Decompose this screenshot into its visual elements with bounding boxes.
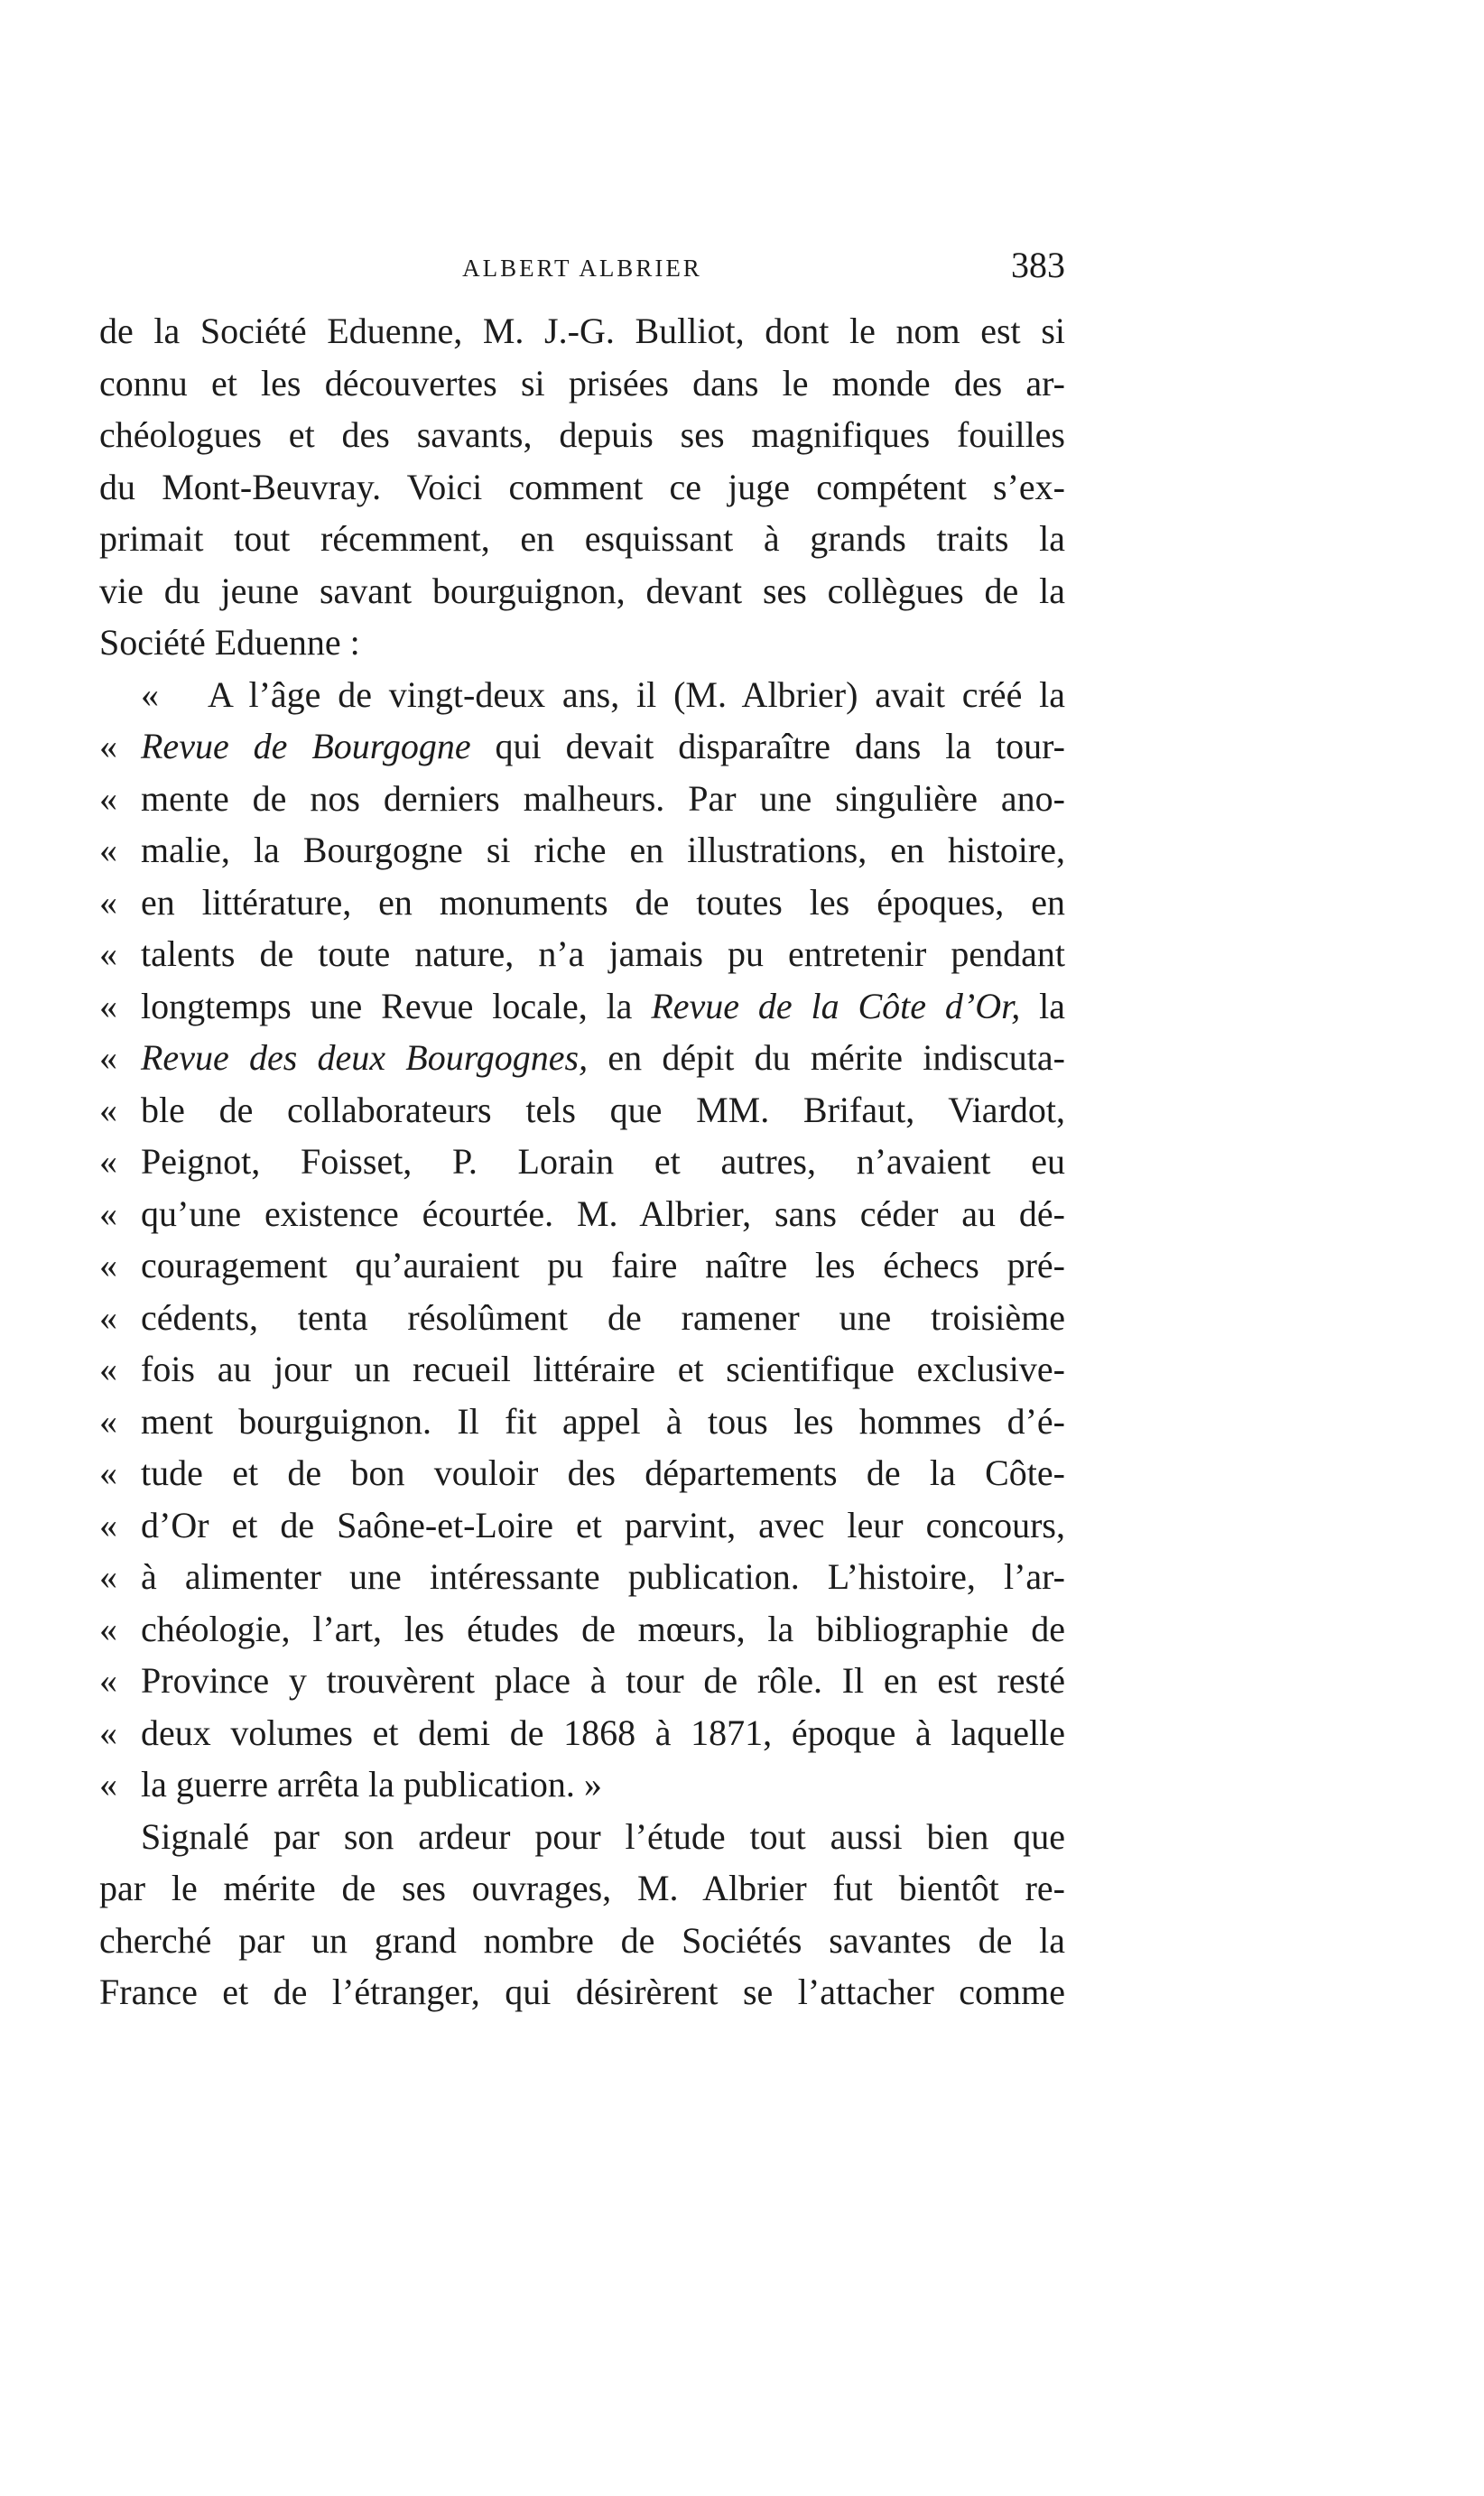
quote-text: malie, la Bourgogne si riche en illustrations, en histoire, [141,830,1065,870]
running-title: ALBERT ALBRIER [462,255,702,282]
journal-title: Revue de Bourgogne [141,726,471,766]
quote-text: ment bourguignon. Il fit appel à tous les hommes d’é- [141,1400,1065,1442]
quote-text: la guerre arrêta la publication. » [141,1764,602,1805]
page-number: 383 [1011,245,1065,285]
quote-line [99,980,1065,1033]
text-line: France et de l’étranger, qui désirèrent se l’attacher comme [99,1972,1065,2012]
quote-line [99,1707,1065,1759]
quote-text: cédents, tenta résolûment de ramener une troisième [141,1296,1065,1338]
quote-text-rest: la [1039,985,1066,1026]
quote-text: chéologie, l’art, les études de mœurs, la bibliographie de [141,1608,1065,1649]
quote-line [99,773,1065,825]
text-line: cherché par un grand nombre de Sociétés savantes de la [99,1919,1065,1961]
quote-text: Peignot, Foisset, P. Lorain et autres, n’avaient eu [141,1141,1065,1182]
quote-line [99,1447,1065,1499]
quote-mark: « [99,1712,117,1753]
text-line [99,1811,1065,1863]
quote-text: à alimenter une intéressante publication. L’histoire, l’ar- [141,1556,1065,1597]
quote-mark: « [99,726,117,766]
body-text [99,305,1065,2018]
quote-line [99,928,1065,980]
quote-text: Province y trouvèrent place à tour de rôle. Il en est resté [141,1660,1065,1701]
quote-text [141,980,1065,1033]
text-line: connu et les découvertes si prisées dans le monde des ar- [99,362,1065,404]
quote-mark: « [99,1660,117,1701]
quote-line [99,1136,1065,1188]
quote-text [141,1032,1065,1084]
quote-text [141,720,1065,773]
quote-mark: « [99,1504,117,1545]
quote-text: ble de collaborateurs tels que MM. Brifaut, Viardot, [141,1089,1065,1130]
quote-line [99,1499,1065,1552]
quote-line [99,1292,1065,1344]
quote-mark: « [99,1192,117,1234]
quote-line [99,824,1065,877]
quote-line [99,1188,1065,1240]
text-line: primait tout récemment, en esquissant à grands traits la [99,518,1065,559]
quote-text: deux volumes et demi de 1868 à 1871, époque à laquelle [141,1712,1065,1753]
quote-line [99,877,1065,929]
quote-mark: « [99,1452,117,1493]
quote-line [99,1551,1065,1603]
quote-line [99,1343,1065,1396]
quote-text: talents de toute nature, n’a jamais pu entretenir pendant [141,933,1065,974]
quote-mark: « [99,1608,117,1649]
quote-mark: « [99,985,117,1026]
quote-mark: « [99,1037,117,1078]
running-head [99,244,1065,289]
quote-mark: « [99,777,117,819]
quote-mark: « [99,1089,117,1130]
text-line: Société Eduenne : [99,622,360,663]
quote-mark: « [99,1556,117,1597]
quote-line [99,1603,1065,1656]
quote-text: d’Or et de Saône-et-Loire et parvint, avec leur concours, [141,1504,1065,1545]
quote-mark: « [99,830,117,870]
quote-line [99,1084,1065,1137]
quote-line [99,1396,1065,1448]
text-line: chéologues et des savants, depuis ses magnifiques fouilles [99,414,1065,455]
quote-mark: « [141,673,159,715]
journal-title: Revue de la Côte d’Or, [651,985,1021,1026]
quote-text: qu’une existence écourtée. M. Albrier, sans céder au dé- [141,1192,1065,1234]
quote-line [99,1758,1065,1811]
quote-text: A l’âge de vingt-deux ans, il (M. Albrier) avait créé la [208,673,1065,715]
text-line: vie du jeune savant bourguignon, devant ses collègues de la [99,570,1065,611]
quote-mark: « [99,1400,117,1442]
quote-text: tude et de bon vouloir des départements de la Côte- [141,1452,1065,1493]
quote-text-rest: en dépit du mérite indiscuta- [608,1037,1065,1078]
quote-mark: « [99,1349,117,1389]
quote-text: couragement qu’auraient pu faire naître les échecs pré- [141,1245,1065,1285]
text-line-content: Signalé par son ardeur pour l’étude tout aussi bien que [141,1815,1065,1857]
quote-line [99,669,1065,721]
text-line: du Mont-Beuvray. Voici comment ce juge compétent s’ex- [99,466,1065,507]
quote-text: mente de nos derniers malheurs. Par une singulière ano- [141,777,1065,819]
quote-mark: « [99,1764,117,1805]
quote-mark: « [99,1141,117,1182]
quote-line [99,720,1065,773]
quote-text: en littérature, en monuments de toutes les époques, en [141,881,1065,923]
quote-text-prefix: longtemps une Revue locale, la [141,985,633,1026]
quote-text-rest: qui devait disparaître dans la tour- [495,726,1066,766]
quote-mark: « [99,933,117,974]
text-line: de la Société Eduenne, M. J.-G. Bulliot, dont le nom est si [99,311,1065,351]
quote-line [99,1239,1065,1292]
quote-text: fois au jour un recueil littéraire et scientifique exclusive- [141,1349,1065,1389]
journal-title: Revue des deux Bourgognes, [141,1037,589,1078]
quote-mark: « [99,1296,117,1338]
quote-line [99,1032,1065,1084]
quote-mark: « [99,1245,117,1285]
text-line: par le mérite de ses ouvrages, M. Albrier fut bientôt re- [99,1868,1065,1908]
quote-line [99,1655,1065,1707]
quote-mark: « [99,881,117,923]
